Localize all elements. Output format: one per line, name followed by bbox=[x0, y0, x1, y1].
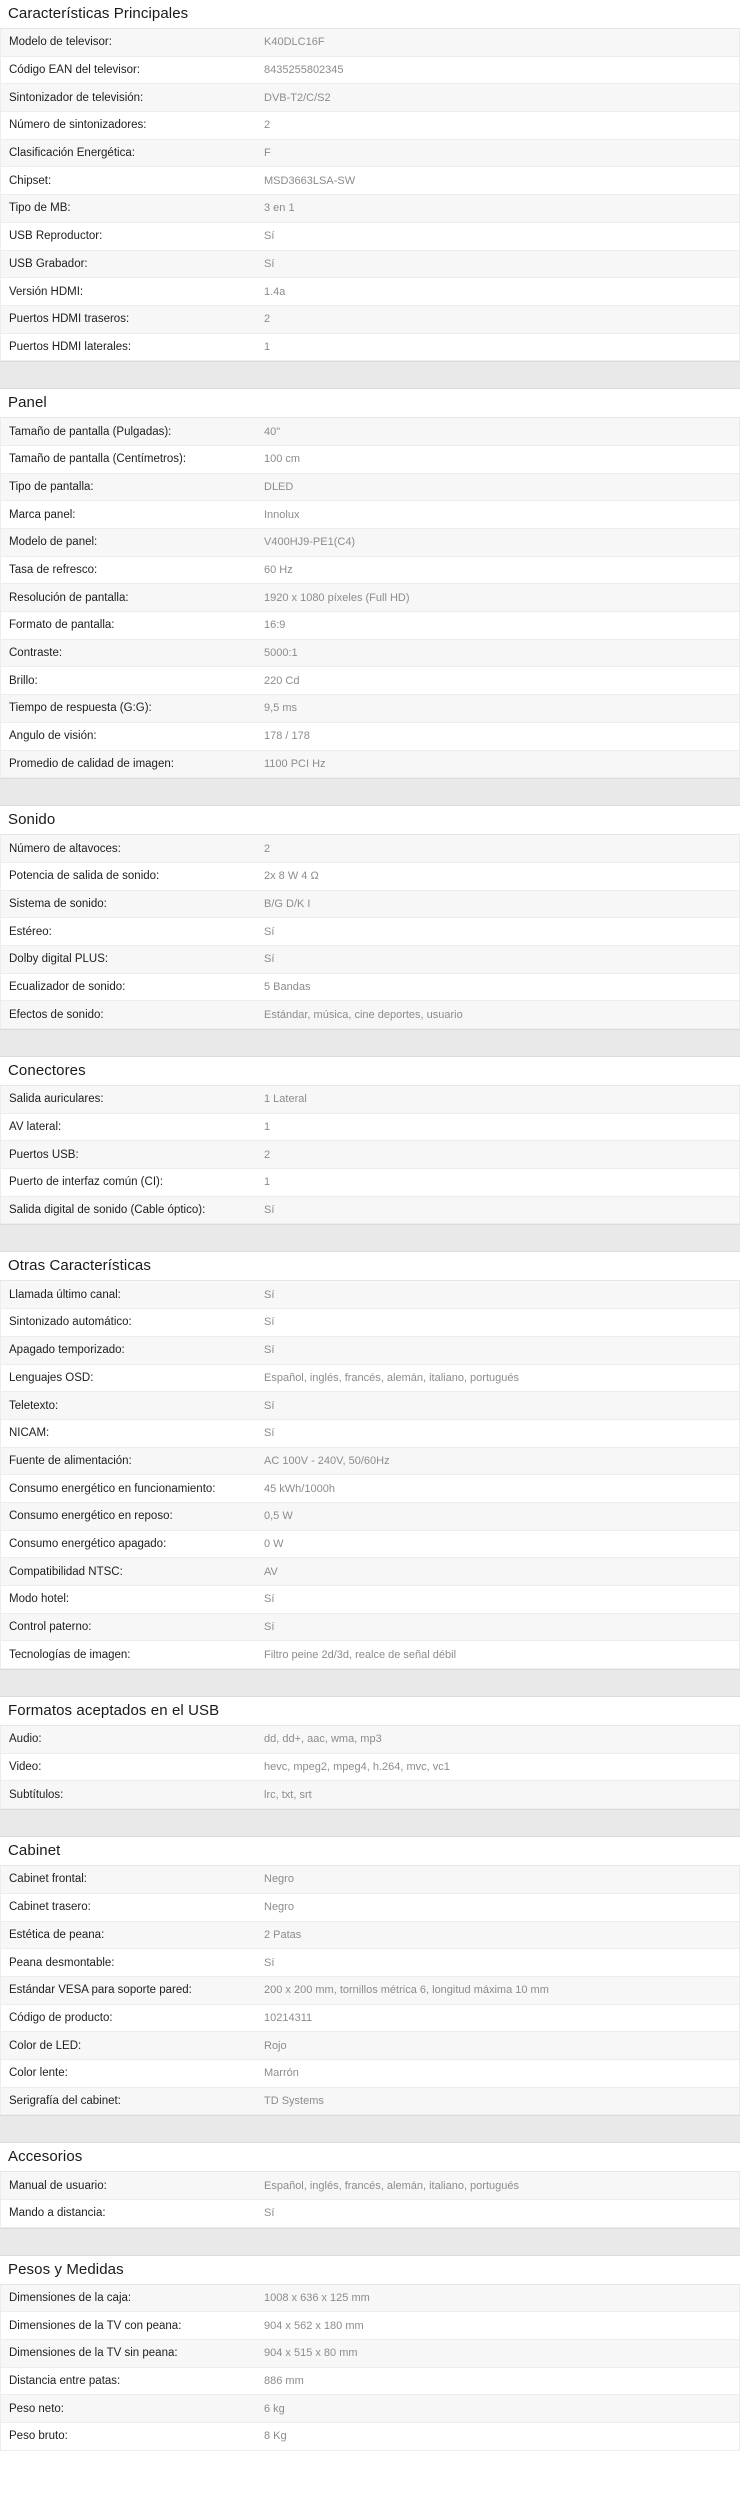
spec-label: Puertos HDMI traseros: bbox=[9, 313, 130, 326]
spec-label: Estéreo: bbox=[9, 925, 52, 938]
spec-value: Sí bbox=[264, 1316, 275, 1329]
spec-row bbox=[1, 640, 739, 668]
spec-label: Peso bruto: bbox=[9, 2430, 68, 2443]
spec-table bbox=[0, 29, 740, 361]
spec-row bbox=[1, 529, 739, 557]
spec-value: 16:9 bbox=[264, 619, 286, 632]
spec-value: B/G D/K I bbox=[264, 897, 311, 910]
spec-row bbox=[1, 84, 739, 112]
spec-label: Potencia de salida de sonido: bbox=[9, 870, 160, 883]
spec-label: Formato de pantalla: bbox=[9, 619, 115, 632]
section-formatos-aceptados-en-el-usb bbox=[0, 1697, 740, 1809]
section-divider bbox=[0, 1809, 740, 1837]
spec-row bbox=[1, 1114, 739, 1142]
spec-value: 8435255802345 bbox=[264, 64, 344, 77]
spec-label: USB Reproductor: bbox=[9, 230, 103, 243]
spec-row bbox=[1, 2200, 739, 2228]
spec-label: Tipo de pantalla: bbox=[9, 480, 94, 493]
spec-label: Estética de peana: bbox=[9, 1928, 105, 1941]
spec-label: Compatibilidad NTSC: bbox=[9, 1565, 123, 1578]
spec-label: Número de sintonizadores: bbox=[9, 119, 147, 132]
spec-row bbox=[1, 1977, 739, 2005]
spec-label: Salida digital de sonido (Cable óptico): bbox=[9, 1204, 206, 1217]
spec-row bbox=[1, 918, 739, 946]
spec-value: 1 bbox=[264, 1121, 271, 1134]
spec-row bbox=[1, 2285, 739, 2313]
spec-row bbox=[1, 1448, 739, 1476]
spec-value: 0,5 W bbox=[264, 1510, 293, 1523]
spec-row bbox=[1, 418, 739, 446]
spec-label: Puerto de interfaz común (CI): bbox=[9, 1176, 164, 1189]
section-divider bbox=[0, 1224, 740, 1252]
spec-value: dd, dd+, aac, wma, mp3 bbox=[264, 1733, 382, 1746]
spec-label: Tamaño de pantalla (Pulgadas): bbox=[9, 425, 172, 438]
spec-row bbox=[1, 2395, 739, 2423]
spec-label: Estándar VESA para soporte pared: bbox=[9, 1984, 192, 1997]
spec-row bbox=[1, 667, 739, 695]
spec-label: Teletexto: bbox=[9, 1399, 59, 1412]
section-cabinet bbox=[0, 1837, 740, 2115]
spec-row bbox=[1, 612, 739, 640]
spec-table bbox=[0, 1281, 740, 1669]
spec-row bbox=[1, 557, 739, 585]
section-accesorios bbox=[0, 2143, 740, 2227]
spec-value: 1 Lateral bbox=[264, 1093, 307, 1106]
spec-label: Cabinet frontal: bbox=[9, 1873, 87, 1886]
spec-value: K40DLC16F bbox=[264, 36, 325, 49]
spec-row bbox=[1, 1309, 739, 1337]
spec-label: Puertos USB: bbox=[9, 1148, 79, 1161]
spec-label: Contraste: bbox=[9, 647, 63, 660]
spec-label: Dolby digital PLUS: bbox=[9, 953, 109, 966]
spec-value: Sí bbox=[264, 1399, 275, 1412]
spec-value: 2 bbox=[264, 1148, 271, 1161]
spec-label: Chipset: bbox=[9, 174, 52, 187]
spec-label: Consumo energético en reposo: bbox=[9, 1510, 173, 1523]
spec-row bbox=[1, 2423, 739, 2451]
spec-value: 1100 PCI Hz bbox=[264, 757, 326, 770]
spec-row bbox=[1, 1586, 739, 1614]
spec-value: 904 x 515 x 80 mm bbox=[264, 2347, 358, 2360]
spec-label: Manual de usuario: bbox=[9, 2179, 107, 2192]
section-divider bbox=[0, 2115, 740, 2143]
spec-value: F bbox=[264, 147, 271, 160]
spec-row bbox=[1, 1531, 739, 1559]
spec-label: Video: bbox=[9, 1761, 42, 1774]
spec-row bbox=[1, 1337, 739, 1365]
spec-label: AV lateral: bbox=[9, 1121, 62, 1134]
section-caracteristicas-principales bbox=[0, 0, 740, 361]
spec-value: 904 x 562 x 180 mm bbox=[264, 2319, 364, 2332]
spec-row bbox=[1, 474, 739, 502]
spec-value: Sí bbox=[264, 257, 275, 270]
section-divider bbox=[0, 1669, 740, 1697]
spec-row bbox=[1, 723, 739, 751]
spec-value: 2 bbox=[264, 119, 271, 132]
spec-value: 5 Bandas bbox=[264, 980, 311, 993]
spec-label: Color lente: bbox=[9, 2067, 68, 2080]
spec-row bbox=[1, 112, 739, 140]
spec-label: Dimensiones de la caja: bbox=[9, 2292, 132, 2305]
spec-value: Rojo bbox=[264, 2039, 287, 2052]
spec-value: Negro bbox=[264, 1901, 294, 1914]
section-title: Formatos aceptados en el USB bbox=[0, 1697, 740, 1726]
spec-row bbox=[1, 1503, 739, 1531]
spec-row bbox=[1, 140, 739, 168]
section-pesos-y-medidas bbox=[0, 2256, 740, 2451]
section-title: Sonido bbox=[0, 806, 740, 835]
spec-value: 1.4a bbox=[264, 285, 286, 298]
spec-label: Peso neto: bbox=[9, 2402, 64, 2415]
spec-label: Tasa de refresco: bbox=[9, 564, 98, 577]
spec-value: 60 Hz bbox=[264, 564, 293, 577]
spec-label: Fuente de alimentación: bbox=[9, 1454, 132, 1467]
spec-value: Sí bbox=[264, 953, 275, 966]
spec-value: Español, inglés, francés, alemán, italiano, portugués bbox=[264, 1371, 519, 1384]
section-title: Accesorios bbox=[0, 2143, 740, 2172]
spec-table bbox=[0, 2285, 740, 2451]
spec-value: AV bbox=[264, 1565, 278, 1578]
spec-row bbox=[1, 167, 739, 195]
spec-value: 0 W bbox=[264, 1537, 284, 1550]
spec-row bbox=[1, 1781, 739, 1809]
spec-value: 1 bbox=[264, 340, 271, 353]
spec-value: 200 x 200 mm, tornillos métrica 6, longitud máxima 10 mm bbox=[264, 1984, 549, 1997]
spec-value: Sí bbox=[264, 2207, 275, 2220]
spec-row bbox=[1, 1726, 739, 1754]
section-title: Conectores bbox=[0, 1057, 740, 1086]
spec-row bbox=[1, 1922, 739, 1950]
spec-row bbox=[1, 306, 739, 334]
spec-row bbox=[1, 2088, 739, 2116]
section-divider bbox=[0, 1029, 740, 1057]
spec-label: Consumo energético en funcionamiento: bbox=[9, 1482, 216, 1495]
spec-label: Llamada último canal: bbox=[9, 1288, 121, 1301]
spec-value: 2 bbox=[264, 842, 271, 855]
spec-value: 886 mm bbox=[264, 2375, 304, 2388]
spec-label: Sintonizado automático: bbox=[9, 1316, 132, 1329]
spec-label: Número de altavoces: bbox=[9, 842, 121, 855]
spec-value: 3 en 1 bbox=[264, 202, 295, 215]
spec-row bbox=[1, 278, 739, 306]
spec-table bbox=[0, 835, 740, 1029]
spec-table bbox=[0, 1086, 740, 1224]
spec-label: Modelo de panel: bbox=[9, 536, 98, 549]
spec-label: Lenguajes OSD: bbox=[9, 1371, 94, 1384]
section-title: Otras Características bbox=[0, 1252, 740, 1281]
spec-value: Sí bbox=[264, 925, 275, 938]
section-panel bbox=[0, 389, 740, 778]
spec-value: Sí bbox=[264, 1204, 275, 1217]
spec-row bbox=[1, 1392, 739, 1420]
spec-label: Subtítulos: bbox=[9, 1788, 64, 1801]
spec-value: AC 100V - 240V, 50/60Hz bbox=[264, 1454, 390, 1467]
spec-value: 1920 x 1080 píxeles (Full HD) bbox=[264, 591, 410, 604]
spec-table bbox=[0, 418, 740, 778]
spec-value: Sí bbox=[264, 1427, 275, 1440]
spec-value: Sí bbox=[264, 1956, 275, 1969]
spec-row bbox=[1, 695, 739, 723]
spec-row bbox=[1, 1754, 739, 1782]
spec-row bbox=[1, 29, 739, 57]
spec-label: USB Grabador: bbox=[9, 257, 88, 270]
section-title: Cabinet bbox=[0, 1837, 740, 1866]
spec-value: Sí bbox=[264, 1288, 275, 1301]
spec-table bbox=[0, 2172, 740, 2227]
spec-value: MSD3663LSA-SW bbox=[264, 174, 356, 187]
section-title: Características Principales bbox=[0, 0, 740, 29]
spec-value: Negro bbox=[264, 1873, 294, 1886]
spec-value: 2 Patas bbox=[264, 1928, 302, 1941]
spec-row bbox=[1, 863, 739, 891]
spec-label: Código de producto: bbox=[9, 2011, 113, 2024]
spec-row bbox=[1, 891, 739, 919]
spec-row bbox=[1, 2060, 739, 2088]
spec-row bbox=[1, 1894, 739, 1922]
spec-value: 40" bbox=[264, 425, 281, 438]
spec-row bbox=[1, 1420, 739, 1448]
spec-row bbox=[1, 1169, 739, 1197]
spec-label: Control paterno: bbox=[9, 1621, 92, 1634]
spec-row bbox=[1, 2368, 739, 2396]
spec-value: TD Systems bbox=[264, 2094, 324, 2107]
spec-value: DVB-T2/C/S2 bbox=[264, 91, 331, 104]
spec-value: 6 kg bbox=[264, 2402, 285, 2415]
spec-row bbox=[1, 446, 739, 474]
spec-label: NICAM: bbox=[9, 1427, 50, 1440]
spec-label: Color de LED: bbox=[9, 2039, 82, 2052]
spec-row bbox=[1, 1614, 739, 1642]
spec-value: 100 cm bbox=[264, 453, 301, 466]
spec-label: Tipo de MB: bbox=[9, 202, 71, 215]
spec-label: Consumo energético apagado: bbox=[9, 1537, 167, 1550]
spec-value: 5000:1 bbox=[264, 647, 298, 660]
spec-label: Ángulo de visión: bbox=[9, 730, 97, 743]
spec-value: DLED bbox=[264, 480, 294, 493]
spec-table bbox=[0, 1866, 740, 2115]
section-sonido bbox=[0, 806, 740, 1029]
spec-value: Filtro peine 2d/3d, realce de señal débil bbox=[264, 1648, 457, 1661]
spec-row bbox=[1, 57, 739, 85]
spec-row bbox=[1, 974, 739, 1002]
spec-value: Sí bbox=[264, 1593, 275, 1606]
spec-row bbox=[1, 1475, 739, 1503]
spec-value: lrc, txt, srt bbox=[264, 1788, 312, 1801]
section-divider bbox=[0, 2228, 740, 2256]
spec-row bbox=[1, 501, 739, 529]
spec-label: Modo hotel: bbox=[9, 1593, 70, 1606]
spec-value: Sí bbox=[264, 1344, 275, 1357]
spec-row bbox=[1, 334, 739, 362]
spec-row bbox=[1, 223, 739, 251]
spec-value: Estándar, música, cine deportes, usuario bbox=[264, 1008, 463, 1021]
section-divider bbox=[0, 361, 740, 389]
spec-row bbox=[1, 946, 739, 974]
spec-label: Puertos HDMI laterales: bbox=[9, 340, 132, 353]
spec-row bbox=[1, 1641, 739, 1669]
spec-label: Resolución de pantalla: bbox=[9, 591, 129, 604]
spec-value: 1008 x 636 x 125 mm bbox=[264, 2292, 370, 2305]
spec-label: Versión HDMI: bbox=[9, 285, 84, 298]
spec-row bbox=[1, 1141, 739, 1169]
spec-value: 2x 8 W 4 Ω bbox=[264, 870, 319, 883]
spec-row bbox=[1, 2340, 739, 2368]
spec-label: Distancia entre patas: bbox=[9, 2375, 121, 2388]
spec-label: Tiempo de respuesta (G:G): bbox=[9, 702, 152, 715]
spec-label: Tamaño de pantalla (Centímetros): bbox=[9, 453, 187, 466]
spec-value: hevc, mpeg2, mpeg4, h.264, mvc, vc1 bbox=[264, 1761, 450, 1774]
spec-value: 45 kWh/1000h bbox=[264, 1482, 335, 1495]
spec-label: Dimensiones de la TV con peana: bbox=[9, 2319, 182, 2332]
spec-row bbox=[1, 1197, 739, 1225]
spec-row bbox=[1, 195, 739, 223]
spec-row bbox=[1, 1558, 739, 1586]
spec-value: 8 Kg bbox=[264, 2430, 287, 2443]
spec-row bbox=[1, 2005, 739, 2033]
section-divider bbox=[0, 778, 740, 806]
section-title: Pesos y Medidas bbox=[0, 2256, 740, 2285]
spec-row bbox=[1, 2032, 739, 2060]
spec-value: Sí bbox=[264, 1621, 275, 1634]
spec-row bbox=[1, 251, 739, 279]
spec-label: Apagado temporizado: bbox=[9, 1344, 125, 1357]
spec-row bbox=[1, 1365, 739, 1393]
spec-value: Sí bbox=[264, 230, 275, 243]
spec-label: Clasificación Energética: bbox=[9, 147, 135, 160]
section-otras-caracteristicas bbox=[0, 1252, 740, 1669]
spec-row bbox=[1, 584, 739, 612]
spec-label: Tecnologías de imagen: bbox=[9, 1648, 131, 1661]
spec-row bbox=[1, 1949, 739, 1977]
spec-label: Brillo: bbox=[9, 674, 38, 687]
spec-row bbox=[1, 835, 739, 863]
spec-label: Sintonizador de televisión: bbox=[9, 91, 144, 104]
spec-value: Innolux bbox=[264, 508, 300, 521]
spec-label: Mando a distancia: bbox=[9, 2207, 106, 2220]
spec-value: Español, inglés, francés, alemán, italiano, portugués bbox=[264, 2179, 519, 2192]
spec-label: Ecualizador de sonido: bbox=[9, 980, 126, 993]
spec-label: Cabinet trasero: bbox=[9, 1901, 91, 1914]
spec-row bbox=[1, 2172, 739, 2200]
spec-label: Salida auriculares: bbox=[9, 1093, 104, 1106]
spec-row bbox=[1, 1866, 739, 1894]
spec-label: Peana desmontable: bbox=[9, 1956, 115, 1969]
spec-row bbox=[1, 1001, 739, 1029]
section-conectores bbox=[0, 1057, 740, 1224]
spec-label: Código EAN del televisor: bbox=[9, 64, 141, 77]
spec-value: 9,5 ms bbox=[264, 702, 298, 715]
spec-value: V400HJ9-PE1(C4) bbox=[264, 536, 356, 549]
spec-table bbox=[0, 1726, 740, 1809]
spec-label: Dimensiones de la TV sin peana: bbox=[9, 2347, 178, 2360]
spec-label: Modelo de televisor: bbox=[9, 36, 112, 49]
spec-value: 1 bbox=[264, 1176, 271, 1189]
spec-value: 220 Cd bbox=[264, 674, 300, 687]
spec-row bbox=[1, 1281, 739, 1309]
spec-label: Marca panel: bbox=[9, 508, 76, 521]
spec-value: 2 bbox=[264, 313, 271, 326]
spec-label: Efectos de sonido: bbox=[9, 1008, 104, 1021]
spec-row bbox=[1, 1086, 739, 1114]
spec-row bbox=[1, 751, 739, 779]
spec-row bbox=[1, 2312, 739, 2340]
section-title: Panel bbox=[0, 389, 740, 418]
spec-value: 178 / 178 bbox=[264, 730, 310, 743]
spec-label: Promedio de calidad de imagen: bbox=[9, 757, 174, 770]
spec-value: Marrón bbox=[264, 2067, 299, 2080]
spec-label: Serigrafía del cabinet: bbox=[9, 2094, 121, 2107]
spec-label: Sistema de sonido: bbox=[9, 897, 107, 910]
spec-label: Audio: bbox=[9, 1733, 42, 1746]
spec-value: 10214311 bbox=[264, 2011, 313, 2024]
